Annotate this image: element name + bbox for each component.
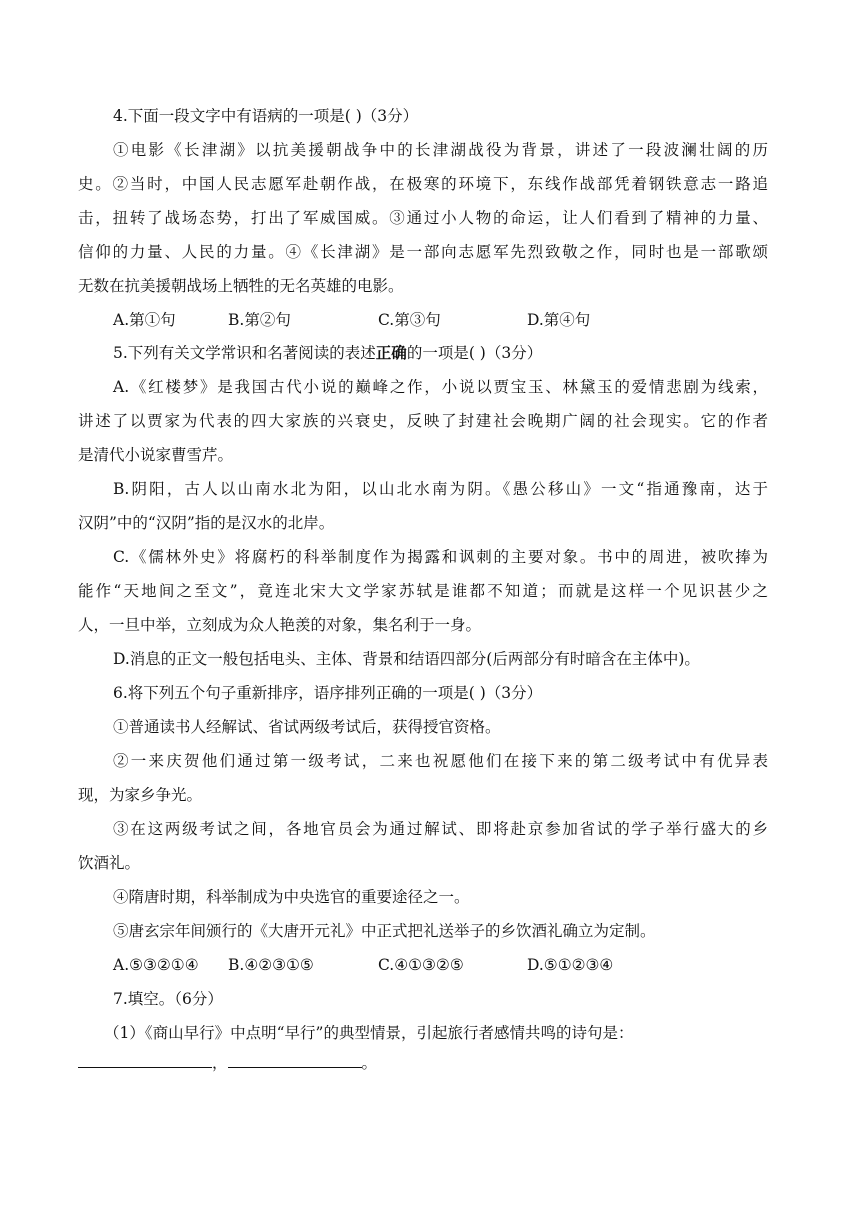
question-6-stem: 6.将下列五个句子重新排序，语序排列正确的一项是( )（3分） bbox=[113, 684, 543, 702]
q4-option-c[interactable]: C.第③句 bbox=[378, 311, 441, 329]
q7-answer-line bbox=[78, 1053, 377, 1073]
q5-stem-text: 的一项是( )（3分） bbox=[406, 344, 543, 362]
q6-option-b[interactable]: B.④②③①⑤ bbox=[228, 956, 314, 974]
q6-sentence-2: ②一来庆贺他们通过第一级考试，二来也祝愿他们在接下来的第二级考试中有优异表 bbox=[113, 752, 768, 770]
q4-passage-line: 无数在抗美援朝战场上牺牲的无名英雄的电影。 bbox=[78, 277, 404, 295]
q6-option-d[interactable]: D.⑤①②③④ bbox=[527, 956, 614, 974]
q4-passage-line: 史。②当时，中国人民志愿军赴朝作战，在极寒的环境下，东线作战部凭着钢铁意志一路追 bbox=[78, 175, 768, 193]
blank-end: 。 bbox=[361, 1054, 378, 1072]
q5-option-b-line: 汉阴”中的“汉阴”指的是汉水的北岸。 bbox=[78, 514, 335, 532]
q7-item-1: （1）《商山早行》中点明“早行”的典型情景，引起旅行者感情共鸣的诗句是： bbox=[104, 1024, 634, 1042]
q5-option-d-line: D.消息的正文一般包括电头、主体、背景和结语四部分(后两部分有时暗含在主体中)。 bbox=[113, 650, 700, 668]
q5-option-c-line: C.《儒林外史》将腐朽的科举制度作为揭露和讽刺的主要对象。书中的周进，被吹捧为 bbox=[113, 548, 768, 566]
q6-sentence-3: ③在这两级考试之间，各地官员会为通过解试、即将赴京参加省试的学子举行盛大的乡 bbox=[113, 820, 768, 838]
q5-stem-text: 5.下列有关文学常识和名著阅读的表述 bbox=[113, 344, 376, 362]
blank-separator: ， bbox=[212, 1054, 228, 1072]
q5-stem-emphasis: 正确 bbox=[375, 343, 407, 362]
q5-option-a-line: A.《红楼梦》是我国古代小说的巅峰之作，小说以贾宝玉、林黛玉的爱情悲剧为线索， bbox=[113, 378, 768, 396]
q4-option-d[interactable]: D.第④句 bbox=[527, 311, 591, 329]
q4-passage-line: 击，扭转了战场态势，打出了军威国威。③通过小人物的命运，让人们看到了精神的力量、 bbox=[78, 209, 768, 227]
q5-option-b-line: B.阴阳，古人以山南水北为阳，以山北水南为阴。《愚公移山》一文“指通豫南，达于 bbox=[113, 480, 768, 498]
answer-blank[interactable] bbox=[228, 1053, 362, 1068]
q5-option-a-line: 是清代小说家曹雪芹。 bbox=[78, 446, 234, 464]
q5-option-c-line: 人，一旦中举，立刻成为众人艳羡的对象，集名利于一身。 bbox=[78, 616, 482, 634]
question-4-stem: 4.下面一段文字中有语病的一项是( )（3分） bbox=[113, 107, 419, 125]
q6-option-c[interactable]: C.④①③②⑤ bbox=[378, 956, 464, 974]
question-7-stem: 7.填空。（6分） bbox=[113, 990, 223, 1008]
question-5-stem bbox=[113, 343, 542, 363]
q4-passage-line: ①电影《长津湖》以抗美援朝战争中的长津湖战役为背景，讲述了一段波澜壮阔的历 bbox=[113, 141, 768, 159]
answer-blank[interactable] bbox=[78, 1053, 212, 1068]
q6-sentence-1: ①普通读书人经解试、省试两级考试后，获得授官资格。 bbox=[113, 718, 501, 736]
q6-sentence-2: 现，为家乡争光。 bbox=[78, 786, 203, 804]
q6-option-a[interactable]: A.⑤③②①④ bbox=[113, 956, 199, 974]
q4-option-b[interactable]: B.第②句 bbox=[228, 311, 291, 329]
q6-sentence-4: ④隋唐时期，科举制成为中央选官的重要途径之一。 bbox=[113, 888, 470, 906]
q4-option-a[interactable]: A.第①句 bbox=[113, 311, 176, 329]
q4-passage-line: 信仰的力量、人民的力量。④《长津湖》是一部向志愿军先烈致敬之作，同时也是一部歌颂 bbox=[78, 243, 768, 261]
q6-sentence-3: 饮酒礼。 bbox=[78, 854, 141, 872]
q5-option-c-line: 能作“天地间之至文”，竟连北宋大文学家苏轼是谁都不知道；而就是这样一个见识甚少之 bbox=[78, 582, 768, 600]
q5-option-a-line: 讲述了以贾家为代表的四大家族的兴衰史，反映了封建社会晚期广阔的社会现实。它的作者 bbox=[78, 412, 768, 430]
q6-sentence-5: ⑤唐玄宗年间颁行的《大唐开元礼》中正式把礼送举子的乡饮酒礼确立为定制。 bbox=[113, 922, 656, 940]
